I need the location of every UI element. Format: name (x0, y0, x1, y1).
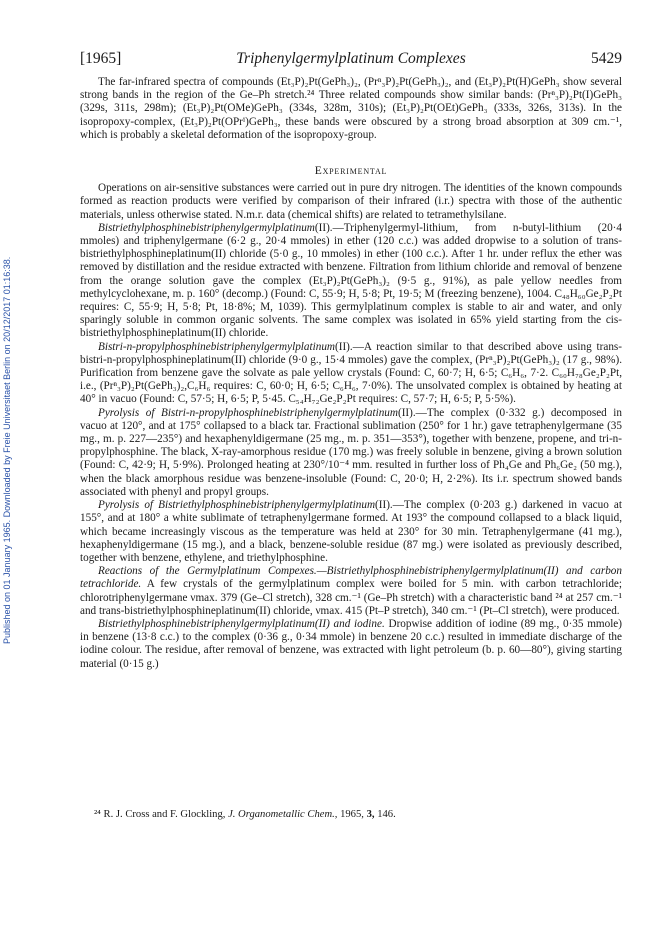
paragraph-triethyl-complex (80, 222, 622, 341)
footnote-pages: 146. (377, 809, 396, 820)
footnote (80, 808, 622, 821)
article-body (80, 76, 622, 671)
paragraph-tripropyl-complex (80, 341, 622, 407)
page-number: 5429 (591, 50, 622, 67)
paragraph-heading: Bistriethylphosphinebistriphenylgermylplatinum(II) and iodine. (98, 617, 385, 630)
paragraph-ir-spectra: The far-infrared spectra of compounds (Et₃P)₂Pt(GePh₃)₂, (Prⁿ₃P)₂Pt(GePh₃)₂, and (Et₃P)₂Pt(H)GePh₃ show several strong bands in the region of the Ge–Ph stretch.²⁴ Three related compounds show similar bands: (Prⁿ₃P)₂Pt(I)GePh₃ (329s, 311s, 298m); (Et₃P)₂Pt(OMe)GePh₃ (334s, 328m, 310s); (Et₃P)₂Pt(OEt)GePh₃ (333s, 326s, 313s). In the isopropoxy-complex, (Et₃P)₂Pt(OPrⁱ)GePh₃, these bands were obscured by a strong broad absorption at 309 cm.⁻¹, which is probably a skeletal deformation of the isopropoxy-group. (80, 76, 622, 141)
footnote-volume: 3, (366, 809, 375, 820)
paragraph-pyrolysis-propyl (80, 407, 622, 499)
footnote-year: 1965, (340, 809, 364, 820)
paragraph-heading: Bistriethylphosphinebistriphenylgermylplatinum (98, 221, 315, 234)
header-title: Triphenylgermylplatinum Complexes (236, 50, 466, 67)
download-watermark-link[interactable]: Published on 01 January 1965. Downloaded by Freie Universitaet Berlin on 20/12/2017 01:16:38. (2, 256, 12, 644)
paragraph-iodine (80, 618, 622, 671)
paragraph-heading: Pyrolysis of Bistriethylphosphinebistriphenylgermylplatinum (98, 499, 376, 512)
running-header (80, 50, 622, 72)
section-title-experimental: Experimental (314, 165, 388, 178)
header-year: [1965] (80, 50, 122, 67)
paragraph-text: A few crystals of the germylplatinum complex were boiled for 5 min. with carbon tetrachloride; chlorotriphenylgermane νmax. 379 (Ge–Cl stretch), 328 cm.⁻¹ (Ge–Ph stretch) with a characteristic band ²⁴ at 257 cm.⁻¹ and trans-bistriethylphosphineplatinum(II) chloride, νmax. 415 (Pt–P stretch), 340 cm.⁻¹ (Pt–Cl stretch), were produced. (80, 578, 622, 617)
paragraph-text: (II).—Triphenylgermyl-lithium, from n-butyl-lithium (20·4 mmoles) and triphenylgermane (6·2 g., 20·4 mmoles) in ether (120 c.c.) was added dropwise to a solution of trans-bistriethylphosphineplatinum(II) chloride (5·0 g., 10 mmoles) in ether (100 c.c.). After 1 hr. under reflux the ether was removed by distillation and the residue extracted with benzene. Filtration from lithium chloride and removal of benzene from the orange solution gave the complex (Et₃P)₂Pt(GePh₃)₂ (9·5 g., 91%), as pale yellow needles from methylcyclohexane, m. p. 160° (decomp.) (Found: C, 55·9; H, 5·8; Pt, 19·5; M (freezing benzene), 1004. C₄₈H₆₀Ge₂P₂Pt requires: C, 55·9; H, 5·8; Pt, 18·8%; M, 1039). This germylplatinum complex is stable to air and water, and only sparingly soluble in common organic solvents. The same complex was isolated in 65% yield starting from the cis-bistriethylphosphineplatinum(II) chloride. (80, 221, 622, 340)
paragraph-carbon-tetrachloride (80, 565, 622, 618)
paragraph-heading: Pyrolysis of Bistri-n-propylphosphinebistriphenylgermylplatinum (98, 406, 398, 419)
paragraph-text: Dropwise addition of iodine (89 mg., 0·35 mmole) in benzene (13·8 c.c.) to the complex (0·36 g., 0·34 mmole) in benzene 20 c.c.) resulted in immediate discharge of the iodine colour. The residue, after removal of benzene, was extracted with light petroleum (b. p. 60—80°), giving starting material (0·15 g.) (80, 617, 623, 670)
footnote-authors: R. J. Cross and F. Glockling, (103, 809, 226, 820)
paragraph-operations: Operations on air-sensitive substances were carried out in pure dry nitrogen. The identities of the known compounds formed as reaction products were verified by comparison of their infrared (i.r.) spectra with those of the authentic materials, unless otherwise stated. N.m.r. data (chemical shifts) are related to tetramethylsilane. (80, 182, 622, 221)
footnote-journal: J. Organometallic Chem., (228, 809, 338, 820)
paragraph-text: (II).—A reaction similar to that described above using trans-bistri-n-propylphosphineplatinum(II) chloride (9·0 g., 15·4 mmoles) gave the complex, (Prⁿ₃P)₂Pt(GePh₃)₂ (17 g., 98%). Purification from benzene gave the solvate as pale yellow crystals (Found: C, 60·7; H, 6·5; C₆H₆, 7·2. C₆₀H₇₈Ge₂P₂Pt, i.e., (Prⁿ₃P)₂Pt(GePh₃)₂,C₆H₆ requires: C, 60·0; H, 6·5; C₆H₆, 7·0%). The unsolvated complex is obtained by heating at 40° in vacuo (Found: C, 57·5; H, 6·5; P, 5·45. C₅₄H₇₂Ge₂P₂Pt requires: C, 57·7; H, 6·5; P, 5·5%). (80, 340, 622, 406)
download-watermark[interactable] (2, 150, 16, 750)
paragraph-pyrolysis-ethyl (80, 499, 622, 565)
paragraph-heading: Bistri-n-propylphosphinebistriphenylgermylplatinum (98, 340, 335, 353)
paragraph-text: (II).—The complex (0·203 g.) darkened in vacuo at 155°, and at 180° a white sublimate of tetraphenylgermane formed. At 193° the compound collapsed to a black liquid, which became increasingly viscous as the temperature was held at 230° for 30 min. Tetraphenylgermane (41 mg.), hexaphenyldigermane (15 mg.), and a black, benzene-soluble residue (87 mg.) were isolated as previously described, together with benzene, ethylene, and triethylphosphine. (80, 499, 623, 564)
paragraph-text: (II).—The complex (0·332 g.) decomposed in vacuo at 120°, and at 175° collapsed to a black tar. Fractional sublimation (250° for 1 hr.) gave tetraphenylgermane (35 mg., m. p. 227—235°) and hexaphenyldigermane (25 mg., m. p. 351—353°), together with benzene, propene, and tri-n-propylphosphine. The black, X-ray-amorphous residue (170 mg.) was freely soluble in benzene, giving a brown solution (Found: C, 42·9; H, 5·9%). Prolonged heating at 230°/10⁻⁴ mm. resulted in further loss of Ph₄Ge and Ph₆Ge₂ (50 mg.), when the black amorphous residue was benzene-insoluble (Found: C, 20·0; H, 2·2%). Its i.r. spectrum showed bands associated with phenyl and propyl groups. (80, 406, 622, 498)
paragraph-heading: Reactions of the Germylplatinum Compexes.—Bistriethylphosphinebistriphenylgermylplatinum(II) and carbon tetrachloride. (80, 565, 622, 591)
footnote-marker: ²⁴ (94, 809, 101, 820)
